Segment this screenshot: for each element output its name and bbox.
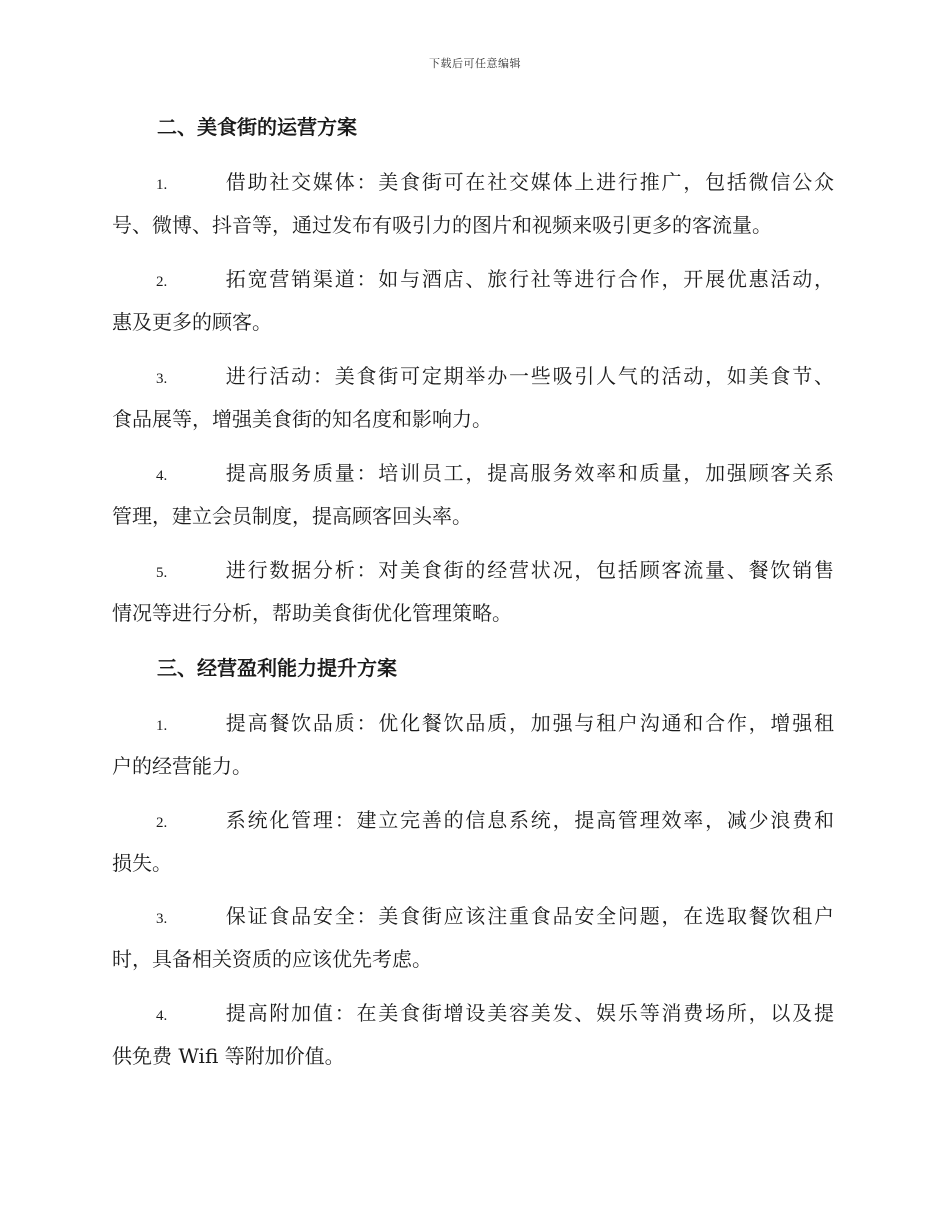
list-item bbox=[112, 549, 834, 635]
list-item bbox=[112, 161, 834, 247]
item-text-line1: 提高餐饮品质：优化餐饮品质，加强与租户沟通和合作，增强租 bbox=[224, 711, 834, 735]
item-text-line2: 号、微博、抖音等，通过发布有吸引力的图片和视频来吸引更多的客流量。 bbox=[112, 213, 772, 237]
list-item bbox=[112, 799, 834, 885]
item-text-line2: 管理，建立会员制度，提高顾客回头率。 bbox=[112, 504, 472, 528]
item-text-line1: 借助社交媒体：美食街可在社交媒体上进行推广，包括微信公众 bbox=[224, 170, 834, 194]
item-number: 4. bbox=[156, 1008, 168, 1024]
item-number: 2. bbox=[156, 274, 168, 290]
list-item bbox=[112, 895, 834, 981]
item-number: 3. bbox=[156, 911, 168, 927]
item-text-line1: 系统化管理：建立完善的信息系统，提高管理效率，减少浪费和 bbox=[224, 808, 834, 832]
item-text-line2: 损失。 bbox=[112, 851, 172, 875]
item-text-line1: 拓宽营销渠道：如与酒店、旅行社等进行合作，开展优惠活动， bbox=[224, 267, 834, 291]
item-text-line1: 提高附加值：在美食街增设美容美发、娱乐等消费场所，以及提 bbox=[224, 1001, 834, 1025]
item-text-line2: 供免费 Wifi 等附加价值。 bbox=[112, 1044, 345, 1068]
list-item bbox=[112, 992, 834, 1078]
list-item bbox=[112, 355, 834, 441]
item-number: 1. bbox=[156, 718, 168, 734]
item-text-line2: 情况等进行分析，帮助美食街优化管理策略。 bbox=[112, 601, 512, 625]
section-heading-profitability: 三、经营盈利能力提升方案 bbox=[157, 656, 397, 680]
item-text-line1: 进行活动：美食街可定期举办一些吸引人气的活动，如美食节、 bbox=[224, 364, 834, 388]
item-text-line1: 提高服务质量：培训员工，提高服务效率和质量，加强顾客关系 bbox=[224, 461, 834, 485]
item-number: 5. bbox=[156, 565, 168, 581]
list-item bbox=[112, 258, 834, 344]
item-text-line2: 户的经营能力。 bbox=[112, 754, 252, 778]
item-text-line2: 食品展等，增强美食街的知名度和影响力。 bbox=[112, 407, 492, 431]
section-heading-operations: 二、美食街的运营方案 bbox=[157, 115, 357, 139]
item-number: 3. bbox=[156, 371, 168, 387]
header-note: 下载后可任意编辑 bbox=[429, 57, 521, 70]
item-number: 4. bbox=[156, 468, 168, 484]
item-text-line1: 保证食品安全：美食街应该注重食品安全问题，在选取餐饮租户 bbox=[224, 904, 834, 928]
list-item bbox=[112, 702, 834, 788]
item-number: 2. bbox=[156, 815, 168, 831]
item-text-line1: 进行数据分析：对美食街的经营状况，包括顾客流量、餐饮销售 bbox=[224, 558, 834, 582]
item-number: 1. bbox=[156, 177, 168, 193]
list-item bbox=[112, 452, 834, 538]
item-text-line2: 惠及更多的顾客。 bbox=[112, 310, 272, 334]
item-text-line2: 时，具备相关资质的应该优先考虑。 bbox=[112, 947, 432, 971]
